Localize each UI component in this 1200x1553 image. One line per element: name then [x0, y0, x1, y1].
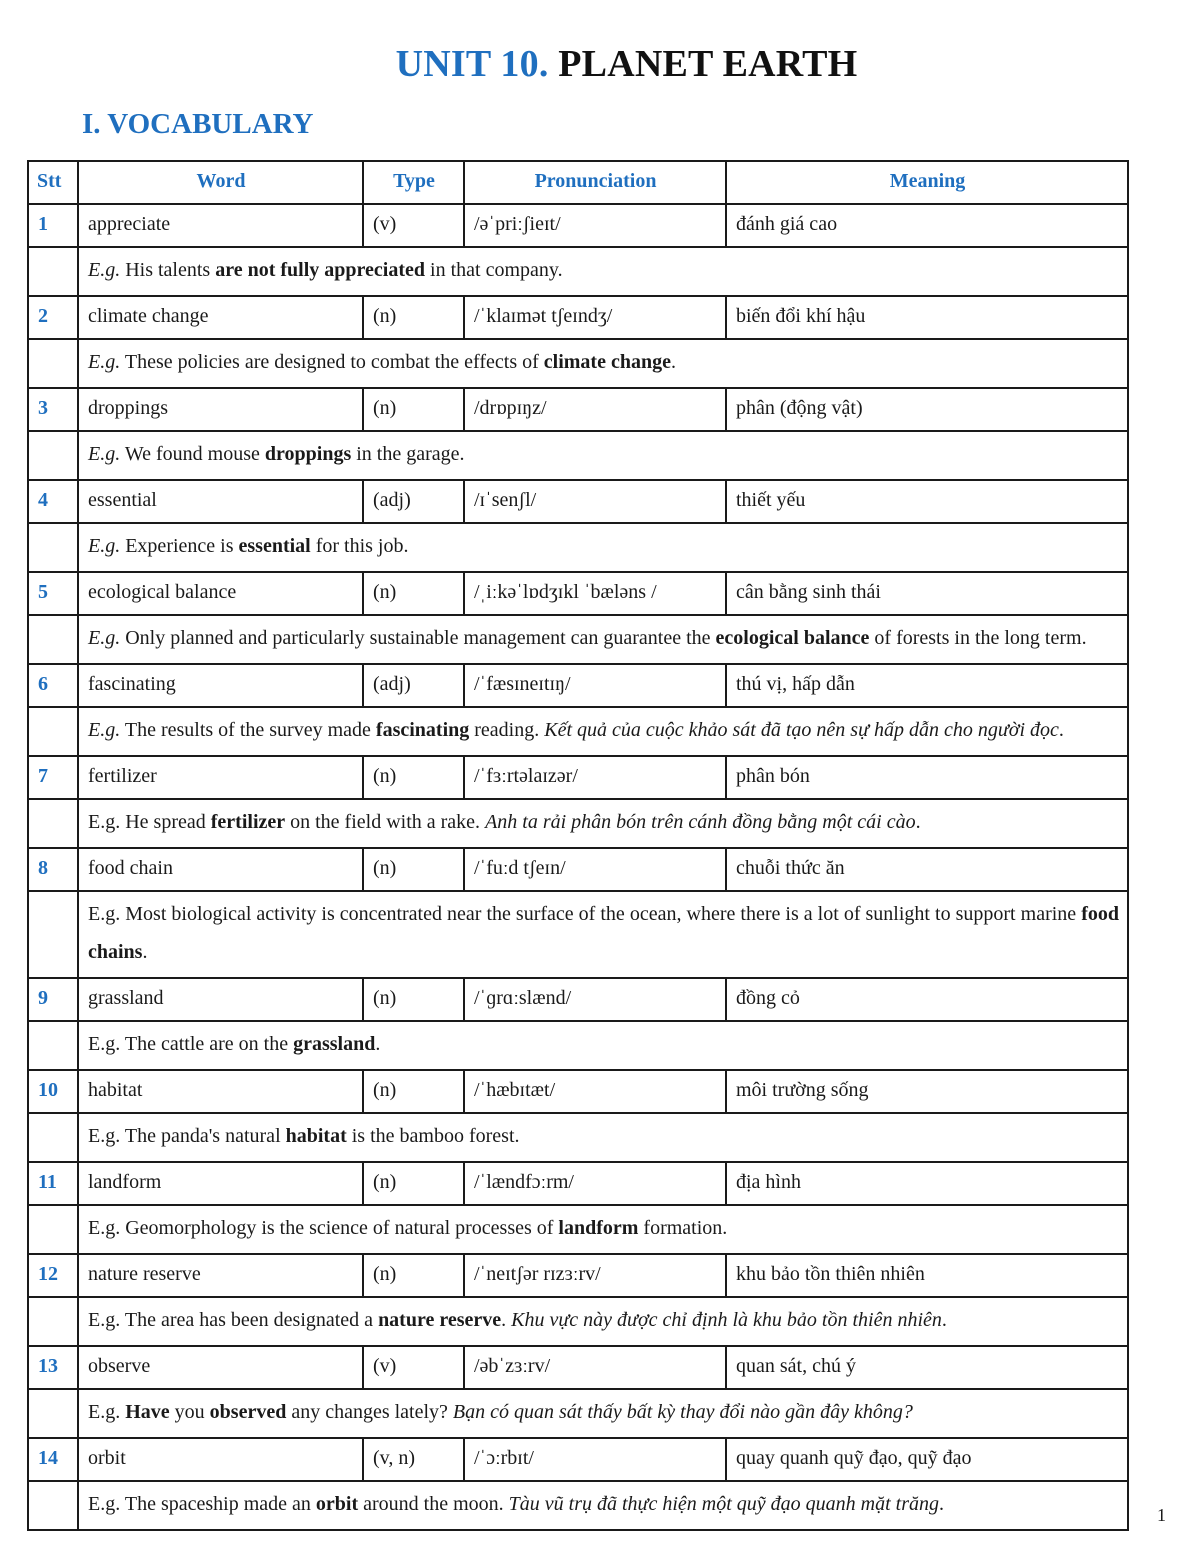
word-cell: droppings	[78, 388, 363, 431]
meaning-cell: chuỗi thức ăn	[726, 848, 1128, 891]
blank-cell	[28, 523, 78, 572]
example-text: reading.	[469, 719, 545, 741]
blank-cell	[28, 1389, 78, 1438]
row-number: 10	[28, 1070, 78, 1113]
meaning-cell: cân bằng sinh thái	[726, 572, 1128, 615]
row-number: 4	[28, 480, 78, 523]
bold-term: fascinating	[375, 719, 470, 741]
blank-cell	[28, 1205, 78, 1254]
example-text: any changes lately?	[286, 1401, 453, 1423]
bold-term: ecological balance	[715, 627, 870, 649]
row-number: 13	[28, 1346, 78, 1389]
type-cell: (v)	[363, 204, 464, 247]
table-row	[28, 1070, 1128, 1113]
example-text: E.g.	[88, 1217, 121, 1239]
example-text: on the field with a rake.	[285, 811, 486, 833]
blank-cell	[28, 799, 78, 848]
example-cell	[78, 799, 1128, 848]
vietnamese-translation: Khu vực này được chỉ định là khu bảo tồn thiên nhiên	[511, 1309, 942, 1331]
row-number: 9	[28, 978, 78, 1021]
word-cell: ecological balance	[78, 572, 363, 615]
example-text: .	[939, 1493, 944, 1515]
blank-cell	[28, 891, 78, 978]
type-cell: (adj)	[363, 480, 464, 523]
type-cell: (n)	[363, 848, 464, 891]
type-cell: (n)	[363, 572, 464, 615]
pronunciation-cell: /ˈɔːrbɪt/	[464, 1438, 726, 1481]
example-row	[28, 615, 1128, 664]
bold-term: climate change	[543, 351, 671, 373]
type-cell: (n)	[363, 296, 464, 339]
bold-term: are not fully appreciated	[215, 259, 426, 281]
example-row	[28, 1205, 1128, 1254]
table-row	[28, 756, 1128, 799]
example-row	[28, 1021, 1128, 1070]
pronunciation-cell: /əˈpriːʃieɪt/	[464, 204, 726, 247]
row-number: 3	[28, 388, 78, 431]
vietnamese-translation: Anh ta rải phân bón trên cánh đồng bằng một cái cào	[485, 811, 916, 833]
example-text: .	[142, 941, 148, 963]
meaning-cell: đồng cỏ	[726, 978, 1128, 1021]
example-row	[28, 523, 1128, 572]
example-text: We found mouse	[120, 443, 265, 465]
example-row	[28, 707, 1128, 756]
example-text: formation.	[638, 1217, 728, 1239]
pronunciation-cell: /ˌiːkəˈlɒdʒɪkl ˈbæləns /	[464, 572, 726, 615]
pronunciation-cell: /ˈneɪtʃər rɪzɜːrv/	[464, 1254, 726, 1297]
word-cell: climate change	[78, 296, 363, 339]
blank-cell	[28, 615, 78, 664]
table-row	[28, 480, 1128, 523]
example-cell	[78, 707, 1128, 756]
example-text: The results of the survey made	[120, 719, 376, 741]
example-text: These policies are designed to combat the effects of	[120, 351, 544, 373]
header-word: Word	[78, 161, 363, 204]
example-row	[28, 799, 1128, 848]
header-stt: Stt	[28, 161, 78, 204]
row-number: 6	[28, 664, 78, 707]
example-row	[28, 339, 1128, 388]
example-text: .	[915, 811, 921, 833]
word-cell: fertilizer	[78, 756, 363, 799]
table-row	[28, 204, 1128, 247]
example-cell	[78, 1389, 1128, 1438]
example-cell	[78, 1297, 1128, 1346]
example-cell	[78, 1481, 1128, 1530]
type-cell: (n)	[363, 1162, 464, 1205]
example-cell	[78, 523, 1128, 572]
example-cell	[78, 247, 1128, 296]
word-cell: observe	[78, 1346, 363, 1389]
row-number: 14	[28, 1438, 78, 1481]
example-text: is the bamboo forest.	[346, 1125, 520, 1147]
table-row	[28, 572, 1128, 615]
example-text: E.g.	[88, 1401, 121, 1423]
section-heading: I. VOCABULARY	[82, 108, 314, 140]
meaning-cell: đánh giá cao	[726, 204, 1128, 247]
pronunciation-cell: /ˈklaɪmət tʃeɪndʒ/	[464, 296, 726, 339]
example-text: E.g.	[88, 1125, 121, 1147]
example-text: E.g.	[88, 1309, 121, 1331]
header-row	[28, 161, 1128, 204]
blank-cell	[28, 1481, 78, 1530]
example-row	[28, 431, 1128, 480]
example-row	[28, 247, 1128, 296]
example-text: E.g.	[88, 903, 121, 925]
example-text: Experience is	[120, 535, 239, 557]
example-row	[28, 1113, 1128, 1162]
table-row	[28, 1162, 1128, 1205]
row-number: 12	[28, 1254, 78, 1297]
word-cell: habitat	[78, 1070, 363, 1113]
example-text: in the garage.	[351, 443, 465, 465]
word-cell: fascinating	[78, 664, 363, 707]
example-text: E.g.	[88, 351, 121, 373]
example-cell	[78, 615, 1128, 664]
example-text: The panda's natural	[120, 1125, 286, 1147]
example-row	[28, 1389, 1128, 1438]
table-row	[28, 664, 1128, 707]
page-number: 1	[1157, 1505, 1166, 1525]
example-text: for this job.	[310, 535, 409, 557]
blank-cell	[28, 1113, 78, 1162]
header-type: Type	[363, 161, 464, 204]
example-cell	[78, 1205, 1128, 1254]
header-meaning: Meaning	[726, 161, 1128, 204]
pronunciation-cell: /drɒpɪŋz/	[464, 388, 726, 431]
example-text: around the moon.	[358, 1493, 509, 1515]
bold-term: observed	[209, 1401, 287, 1423]
meaning-cell: phân bón	[726, 756, 1128, 799]
unit-name: PLANET EARTH	[558, 43, 858, 85]
type-cell: (n)	[363, 978, 464, 1021]
bold-term: orbit	[315, 1493, 359, 1515]
example-text: The spaceship made an	[120, 1493, 316, 1515]
example-text: E.g.	[88, 811, 121, 833]
example-text: His talents	[120, 259, 216, 281]
bold-term: fertilizer	[210, 811, 286, 833]
example-text: E.g.	[88, 719, 121, 741]
row-number: 7	[28, 756, 78, 799]
table-row	[28, 1438, 1128, 1481]
word-cell: orbit	[78, 1438, 363, 1481]
blank-cell	[28, 1297, 78, 1346]
example-text: you	[169, 1401, 210, 1423]
example-text: The cattle are on the	[120, 1033, 294, 1055]
blank-cell	[28, 339, 78, 388]
word-cell: essential	[78, 480, 363, 523]
example-row	[28, 891, 1128, 978]
table-row	[28, 296, 1128, 339]
bold-term: grassland	[293, 1033, 376, 1055]
example-text: .	[501, 1309, 512, 1331]
row-number: 1	[28, 204, 78, 247]
bold-term: nature reserve	[378, 1309, 502, 1331]
header-pronunciation: Pronunciation	[464, 161, 726, 204]
word-cell: landform	[78, 1162, 363, 1205]
table-row	[28, 388, 1128, 431]
example-text: .	[1058, 719, 1064, 741]
row-number: 5	[28, 572, 78, 615]
blank-cell	[28, 247, 78, 296]
word-cell: grassland	[78, 978, 363, 1021]
example-text: He spread	[120, 811, 211, 833]
vietnamese-translation: Bạn có quan sát thấy bất kỳ thay đổi nào gần đây không?	[452, 1401, 913, 1423]
type-cell: (n)	[363, 1254, 464, 1297]
example-text: The area has been designated a	[120, 1309, 379, 1331]
bold-term: landform	[558, 1217, 639, 1239]
word-cell: appreciate	[78, 204, 363, 247]
table-row	[28, 848, 1128, 891]
meaning-cell: biến đổi khí hậu	[726, 296, 1128, 339]
pronunciation-cell: /ˈfuːd tʃeɪn/	[464, 848, 726, 891]
word-cell: nature reserve	[78, 1254, 363, 1297]
example-row	[28, 1481, 1128, 1530]
meaning-cell: thú vị, hấp dẫn	[726, 664, 1128, 707]
word-cell: food chain	[78, 848, 363, 891]
bold-term: habitat	[285, 1125, 347, 1147]
type-cell: (adj)	[363, 664, 464, 707]
page-title	[0, 42, 1200, 86]
example-cell	[78, 1021, 1128, 1070]
example-cell	[78, 431, 1128, 480]
meaning-cell: quay quanh quỹ đạo, quỹ đạo	[726, 1438, 1128, 1481]
type-cell: (n)	[363, 388, 464, 431]
bold-term: food chains	[88, 903, 1119, 963]
example-text: E.g.	[88, 259, 121, 281]
pronunciation-cell: /ˈfæsɪneɪtɪŋ/	[464, 664, 726, 707]
meaning-cell: quan sát, chú ý	[726, 1346, 1128, 1389]
example-text: E.g.	[88, 627, 121, 649]
bold-term: droppings	[264, 443, 352, 465]
type-cell: (v)	[363, 1346, 464, 1389]
example-cell	[78, 891, 1128, 978]
example-text: .	[941, 1309, 947, 1331]
blank-cell	[28, 707, 78, 756]
unit-label: UNIT 10.	[395, 43, 549, 85]
table-row	[28, 978, 1128, 1021]
example-row	[28, 1297, 1128, 1346]
example-text: E.g.	[88, 1493, 121, 1515]
bold-term: Have	[125, 1401, 170, 1423]
example-text: Most biological activity is concentrated near the surface of the ocean, where there is a lot of sunlight to support marine	[120, 903, 1082, 925]
row-number: 11	[28, 1162, 78, 1205]
vietnamese-translation: Kết quả của cuộc khảo sát đã tạo nên sự hấp dẫn cho người đọc	[544, 719, 1059, 741]
example-text: .	[375, 1033, 381, 1055]
bold-term: essential	[238, 535, 311, 557]
meaning-cell: khu bảo tồn thiên nhiên	[726, 1254, 1128, 1297]
example-text: Geomorphology is the science of natural processes of	[120, 1217, 559, 1239]
example-cell	[78, 1113, 1128, 1162]
meaning-cell: thiết yếu	[726, 480, 1128, 523]
pronunciation-cell: /ˈlændfɔːrm/	[464, 1162, 726, 1205]
pronunciation-cell: /ˈhæbɪtæt/	[464, 1070, 726, 1113]
example-cell	[78, 339, 1128, 388]
table-row	[28, 1346, 1128, 1389]
example-text: Only planned and particularly sustainable management can guarantee the	[120, 627, 716, 649]
blank-cell	[28, 431, 78, 480]
meaning-cell: phân (động vật)	[726, 388, 1128, 431]
example-text: of forests in the long term.	[869, 627, 1087, 649]
pronunciation-cell: /ˈɡrɑːslænd/	[464, 978, 726, 1021]
pronunciation-cell: /ˈfɜːrtəlaɪzər/	[464, 756, 726, 799]
pronunciation-cell: /ɪˈsenʃl/	[464, 480, 726, 523]
vietnamese-translation: Tàu vũ trụ đã thực hiện một quỹ đạo quanh mặt trăng	[508, 1493, 939, 1515]
example-text: E.g.	[88, 1033, 121, 1055]
vocabulary-table	[27, 160, 1129, 1531]
type-cell: (n)	[363, 1070, 464, 1113]
meaning-cell: địa hình	[726, 1162, 1128, 1205]
example-text: in that company.	[425, 259, 563, 281]
meaning-cell: môi trường sống	[726, 1070, 1128, 1113]
type-cell: (n)	[363, 756, 464, 799]
row-number: 8	[28, 848, 78, 891]
example-text: E.g.	[88, 535, 121, 557]
row-number: 2	[28, 296, 78, 339]
pronunciation-cell: /əbˈzɜːrv/	[464, 1346, 726, 1389]
blank-cell	[28, 1021, 78, 1070]
type-cell: (v, n)	[363, 1438, 464, 1481]
example-text: E.g.	[88, 443, 121, 465]
example-text: .	[670, 351, 676, 373]
table-row	[28, 1254, 1128, 1297]
